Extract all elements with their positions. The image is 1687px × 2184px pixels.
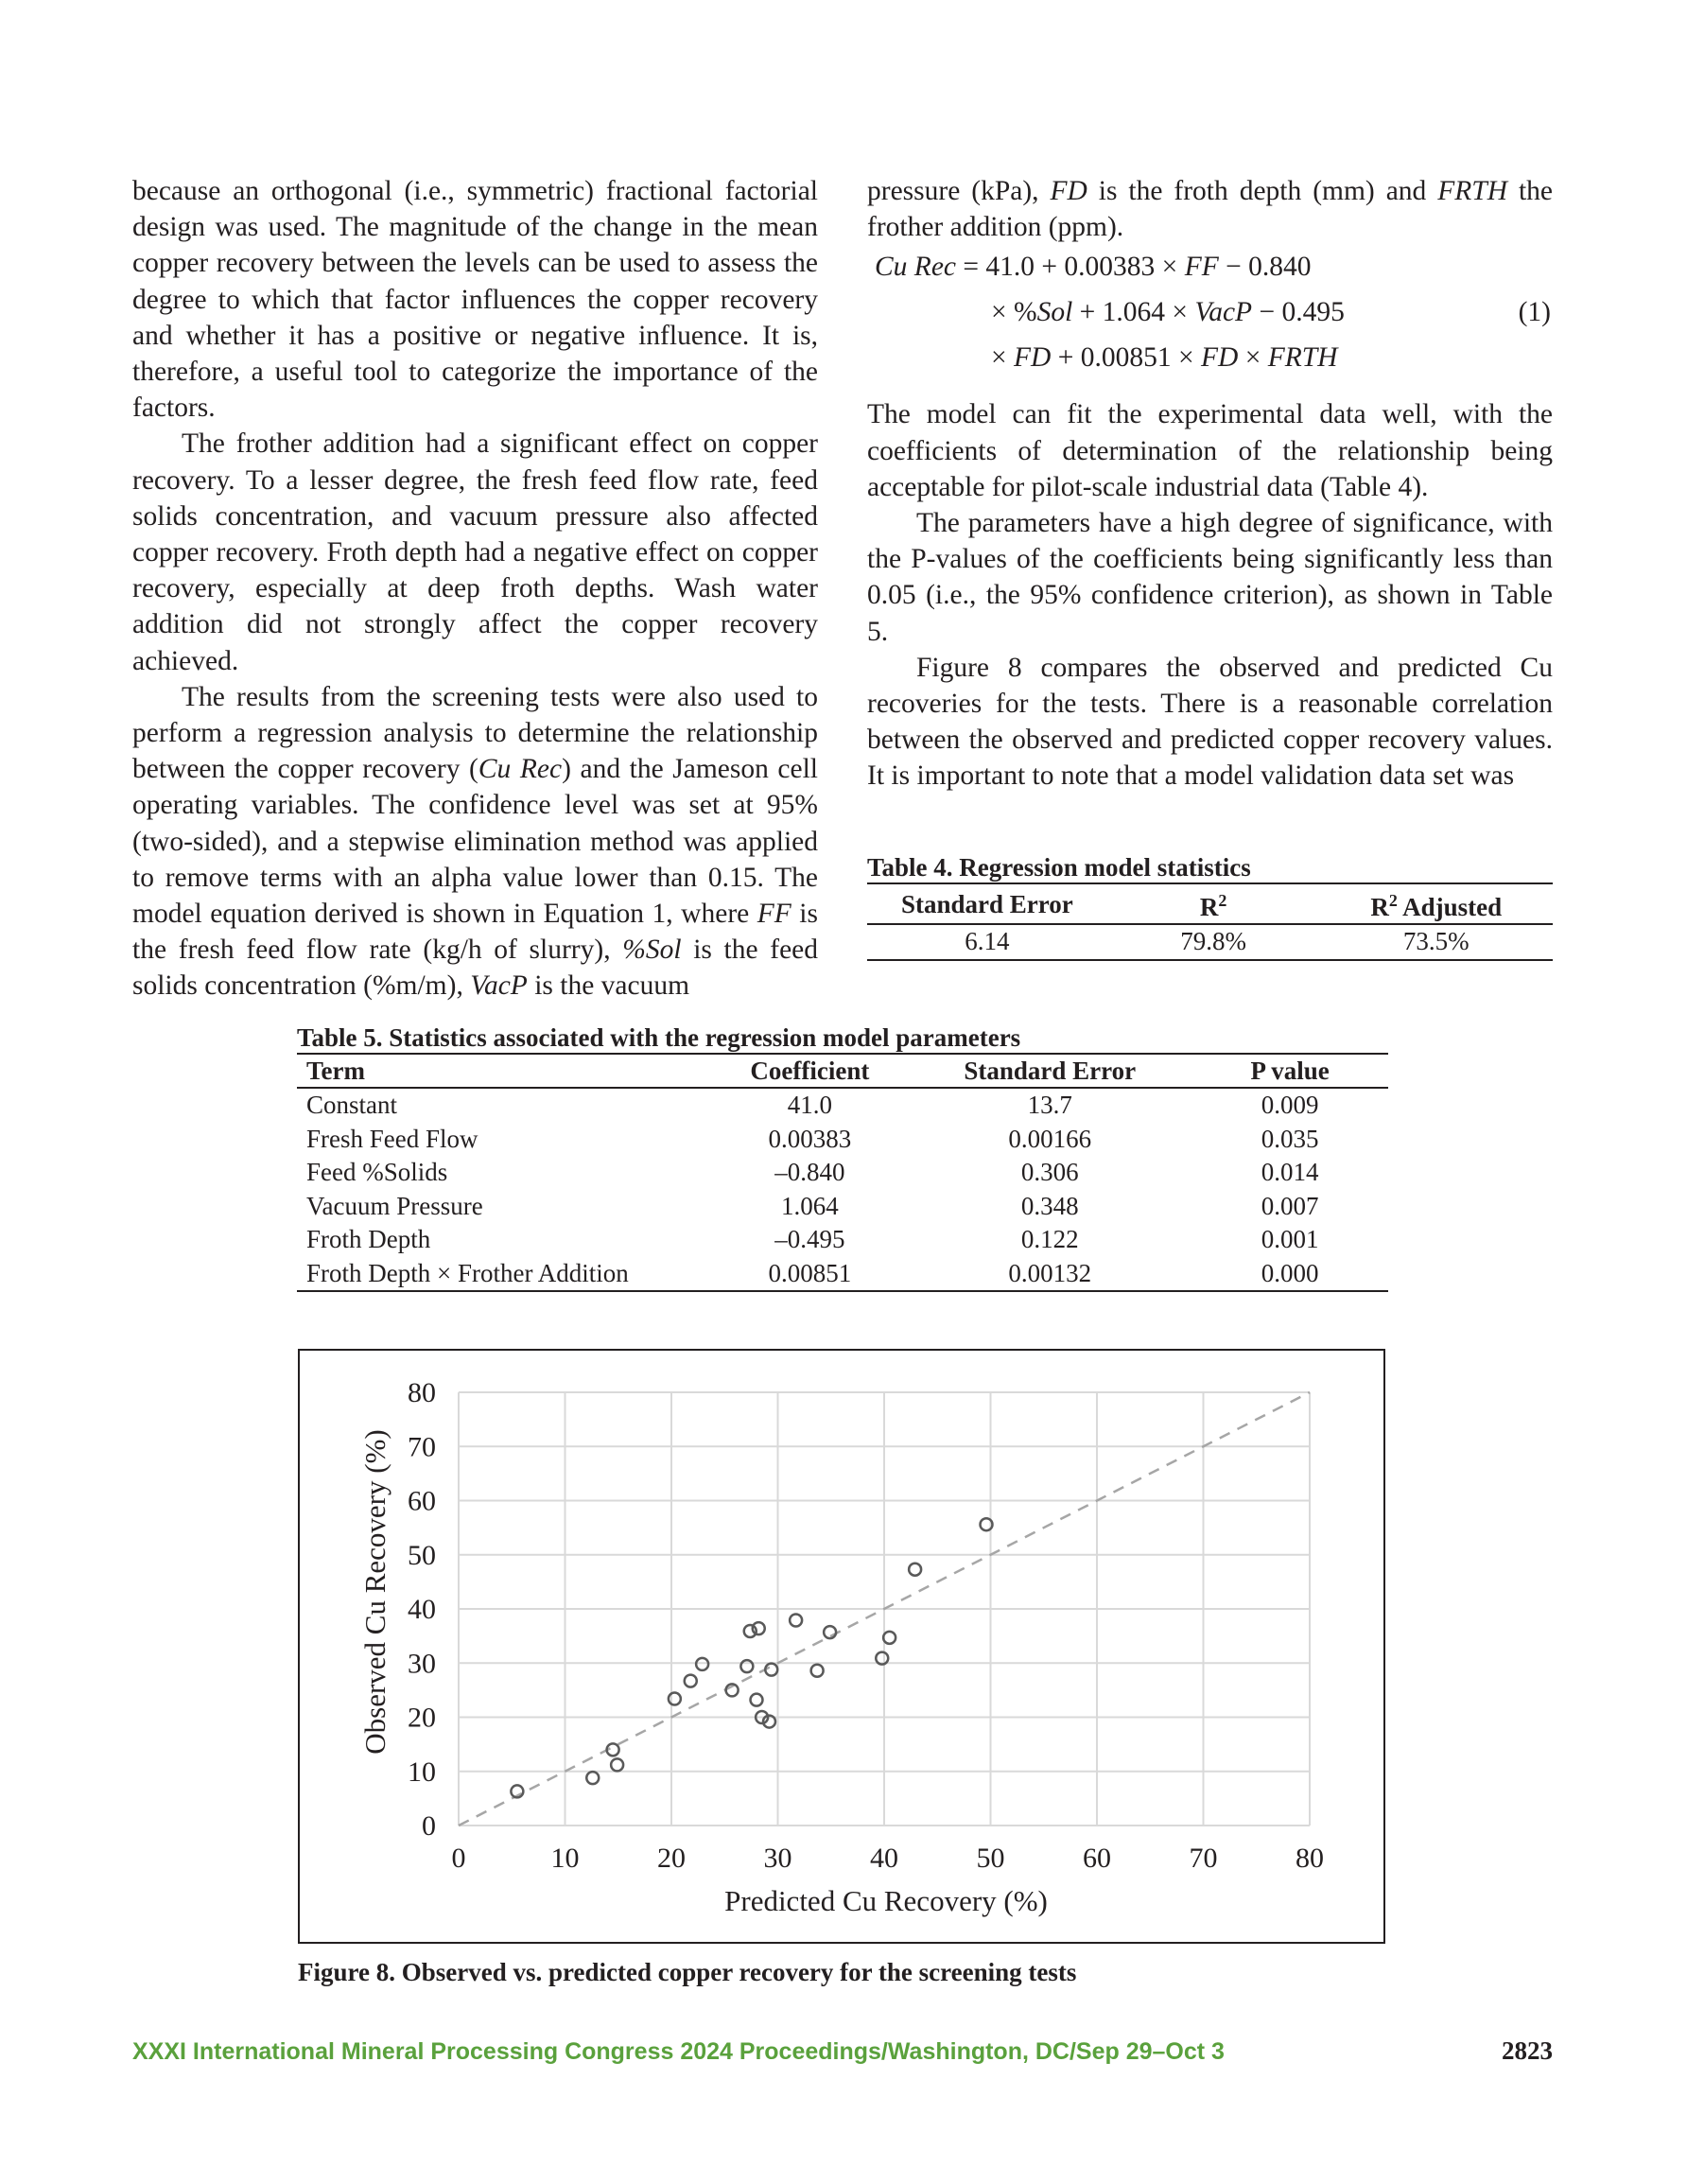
table-cell: 0.00383	[768, 1124, 852, 1153]
data-point	[685, 1675, 697, 1687]
table-header: Standard Error	[867, 883, 1107, 924]
table-cell: 0.00132	[908, 1257, 1191, 1292]
y-tick-label: 20	[408, 1702, 436, 1734]
table-cell: 13.7	[1027, 1091, 1072, 1119]
table-cell: 41.0	[787, 1091, 832, 1119]
scatter-chart	[300, 1351, 1383, 1942]
table-4-grid	[867, 882, 1553, 961]
data-point	[811, 1665, 824, 1677]
data-point	[586, 1772, 599, 1784]
table-cell: Froth Depth	[306, 1225, 431, 1253]
x-tick-label: 80	[1296, 1843, 1324, 1874]
y-axis-label: Observed Cu Recovery (%)	[358, 1429, 391, 1755]
table-cell: 0.000	[1191, 1257, 1388, 1292]
data-point	[790, 1615, 802, 1627]
table-cell: Froth Depth × Frother Addition	[297, 1257, 712, 1292]
data-point	[669, 1693, 681, 1705]
data-point	[740, 1660, 753, 1672]
paragraph: Figure 8 compares the observed and predicted Cu recoveries for the tests. There is a reasonable correlation between the observed and predicted copper recovery values. It is important to note that a model validation data set was	[867, 652, 1553, 792]
table-cell: 0.035	[1261, 1124, 1319, 1153]
figure-8-frame	[298, 1349, 1385, 1944]
table-5	[297, 1023, 1388, 1292]
table-cell: Fresh Feed Flow	[306, 1124, 478, 1153]
x-tick-label: 10	[550, 1843, 580, 1874]
y-tick-label: 30	[408, 1648, 436, 1680]
x-tick-label: 20	[657, 1843, 686, 1874]
left-column	[132, 173, 818, 1005]
table-caption: Table 4. Regression model statistics	[867, 853, 1251, 882]
footer-conference: XXXI International Mineral Processing Congress 2024 Proceedings/Washington, DC/Sep 29–Oct 3	[132, 2038, 1225, 2065]
table-cell: –0.840	[774, 1158, 845, 1186]
table-cell: 73.5%	[1320, 924, 1554, 960]
table-cell: 0.014	[1261, 1158, 1319, 1186]
y-tick-label: 70	[408, 1431, 436, 1463]
table-header: $R^2$ Adjusted	[1320, 883, 1554, 924]
table-cell: 0.00851	[712, 1257, 909, 1292]
table-4	[867, 853, 1553, 961]
table-cell: 0.00166	[1008, 1124, 1092, 1153]
equation-number: (1)	[1518, 297, 1551, 328]
table-cell: Constant	[306, 1091, 398, 1119]
chart-points	[511, 1518, 992, 1797]
table-cell: Feed %Solids	[306, 1158, 448, 1186]
data-point	[611, 1758, 623, 1771]
paragraph: The frother addition had a significant effect on copper recovery. To a lesser degree, the fresh feed flow rate, feed solids concentration, and vacuum pressure also affected copper recovery. Froth depth had a negative effect on copper recovery, especially at deep froth depths. Wash water addition did not strongly affect the copper recovery achieved.	[132, 428, 818, 676]
y-tick-label: 10	[408, 1756, 436, 1788]
table-row	[297, 1257, 1388, 1292]
page-number: 2823	[1502, 2036, 1553, 2065]
right-column	[867, 173, 1553, 795]
y-tick-label: 0	[422, 1810, 436, 1842]
data-point	[824, 1626, 836, 1638]
equation-1: Cu Rec = 41.0 + 0.00383 × FF − 0.840 × %Sol + 1.064 × VacP − 0.495 (1) × FD + 0.00851 × FD × FRTH	[875, 252, 1551, 374]
data-point	[909, 1564, 921, 1576]
paragraph: The results from the screening tests were also used to perform a regression analysis to determine the relationship between the copper recovery (Cu Rec) and the Jameson cell operating variables. The confidence level was set at 95% (two-sided), and a stepwise elimination method was applied to remove terms with an alpha value lower than 0.15. The model equation derived is shown in Equation 1, where FF is the fresh feed flow rate (kg/h of slurry), %Sol is the feed solids concentration (%m/m), VacP is the vacuum	[132, 681, 819, 1002]
table-cell: 0.007	[1261, 1191, 1319, 1220]
x-tick-label: 40	[870, 1843, 898, 1874]
paragraph: pressure (kPa), FD is the froth depth (mm) and FRTH the frother addition (ppm).	[867, 176, 1553, 243]
table-cell: 0.009	[1261, 1091, 1319, 1119]
table-cell: 1.064	[781, 1191, 839, 1220]
table-cell: 0.348	[1020, 1191, 1079, 1220]
table-cell: 0.001	[1261, 1225, 1319, 1253]
figure-caption: Figure 8. Observed vs. predicted copper recovery for the screening tests	[298, 1958, 1077, 1986]
table-row	[297, 1223, 1388, 1257]
table-row	[297, 1156, 1388, 1190]
data-point	[883, 1632, 896, 1644]
x-tick-label: 50	[976, 1843, 1005, 1874]
x-tick-label: 60	[1083, 1843, 1111, 1874]
table-cell: 0.306	[1020, 1158, 1079, 1186]
table-caption: Table 5. Statistics associated with the regression model parameters	[297, 1023, 1021, 1052]
table-5-grid	[297, 1053, 1388, 1292]
table-row	[297, 1190, 1388, 1224]
y-tick-label: 50	[408, 1539, 436, 1571]
table-cell: Vacuum Pressure	[306, 1191, 483, 1220]
paragraph: The model can fit the experimental data well, with the coefficients of determination of the relationship being acceptable for pilot-scale industrial data (Table 4).	[867, 399, 1553, 502]
table-header: Coefficient	[712, 1054, 909, 1088]
y-tick-label: 80	[408, 1377, 436, 1408]
paragraph: because an orthogonal (i.e., symmetric) fractional factorial design was used. The magnitude of the change in the mean copper recovery between the levels can be used to assess the degree to which that factor influences the copper recovery and whether it has a positive or negative influence. It is, therefore, a useful tool to categorize the importance of the factors.	[132, 176, 818, 424]
table-header: Term	[297, 1054, 712, 1088]
x-tick-label: 30	[763, 1843, 792, 1874]
paragraph: The parameters have a high degree of significance, with the P-values of the coefficients being significantly less than 0.05 (i.e., the 95% confidence criterion), as shown in Table 5.	[867, 508, 1553, 647]
table-cell: 0.122	[1020, 1225, 1079, 1253]
table-cell: 6.14	[867, 924, 1107, 960]
table-row	[297, 1088, 1388, 1123]
x-tick-label: 0	[451, 1843, 466, 1874]
x-axis-label: Predicted Cu Recovery (%)	[724, 1884, 1048, 1917]
table-cell: 79.8%	[1107, 924, 1320, 960]
y-tick-label: 40	[408, 1594, 436, 1625]
x-tick-label: 70	[1189, 1843, 1218, 1874]
table-header: $R^2$	[1107, 883, 1320, 924]
table-row	[297, 1123, 1388, 1157]
y-tick-label: 60	[408, 1485, 436, 1517]
table-header: Standard Error	[908, 1054, 1191, 1088]
table-header: P value	[1191, 1054, 1388, 1088]
table-cell: –0.495	[774, 1225, 845, 1253]
data-point	[751, 1694, 763, 1706]
data-point	[696, 1658, 708, 1670]
chart-tick-labels	[408, 1377, 1324, 1874]
